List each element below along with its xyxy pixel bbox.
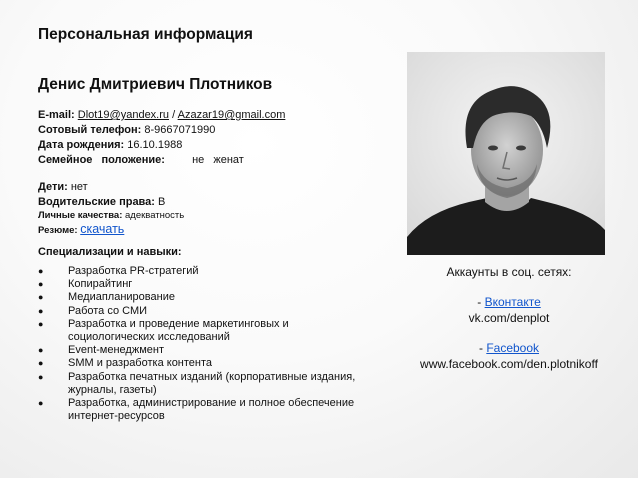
qualities-row	[38, 210, 184, 221]
social-accounts	[400, 264, 618, 372]
children-label: Дети:	[38, 181, 68, 193]
fb-dash: -	[478, 341, 483, 355]
vk-url: vk.com/denplot	[468, 311, 550, 325]
qualities-value: адекватность	[125, 210, 185, 221]
fb-url: www.facebook.com/den.plotnikoff	[420, 357, 598, 371]
skill-item: ● Разработка PR-стратегий	[38, 265, 368, 278]
birth-row	[38, 139, 182, 151]
vk-dash: -	[477, 295, 482, 309]
skill-item: ● Разработка, администрирование и полное обеспечение интернет-ресурсов	[38, 397, 368, 423]
vk-link[interactable]: Вконтакте	[484, 295, 541, 309]
skill-item: ● Разработка и проведение маркетинговых и социологических исследований	[38, 318, 368, 344]
profile-photo	[407, 52, 605, 255]
resume-label: Резюме:	[38, 225, 78, 236]
skill-item: ● Работа со СМИ	[38, 305, 368, 318]
birth-label: Дата рождения:	[38, 139, 125, 151]
skills-list	[38, 265, 368, 423]
skill-item: ● Копирайтинг	[38, 278, 368, 291]
qualities-label: Личные качества:	[38, 210, 123, 221]
license-row	[38, 196, 165, 208]
fb-row	[400, 340, 618, 356]
license-value: В	[158, 196, 166, 208]
family-row	[38, 154, 244, 166]
resume-row	[38, 222, 124, 236]
family-value: не женат	[192, 154, 244, 166]
children-row	[38, 181, 88, 193]
phone-value: 8-9667071990	[144, 124, 216, 136]
email-secondary-link[interactable]: Azazar19@gmail.com	[177, 109, 286, 121]
person-name: Денис Дмитриевич Плотников	[38, 76, 273, 93]
resume-download-link[interactable]: скачать	[80, 222, 125, 236]
facebook-link[interactable]: Facebook	[486, 341, 540, 355]
social-heading: Аккаунты в соц. сетях:	[446, 265, 572, 279]
email-label: E-mail:	[38, 109, 75, 121]
skill-item: ● Медиапланирование	[38, 291, 368, 304]
birth-value: 16.10.1988	[127, 139, 183, 151]
portrait-image	[407, 52, 605, 255]
skill-item: ● Разработка печатных изданий (корпоративные издания, журналы, газеты)	[38, 371, 368, 397]
email-primary-link[interactable]: Dlot19@yandex.ru	[77, 109, 170, 121]
children-value: нет	[70, 181, 88, 193]
skill-item: ● Event-менеджмент	[38, 344, 368, 357]
skills-heading: Специализации и навыки:	[38, 246, 182, 258]
email-row	[38, 109, 285, 121]
phone-row	[38, 124, 215, 136]
phone-label: Сотовый телефон:	[38, 124, 142, 136]
email-separator: /	[172, 109, 176, 121]
skill-item: ● SMM и разработка контента	[38, 357, 368, 370]
page-title: Персональная информация	[38, 26, 253, 43]
vk-row	[400, 294, 618, 310]
license-label: Водительские права:	[38, 196, 155, 208]
family-label: Семейное положение:	[38, 154, 165, 166]
